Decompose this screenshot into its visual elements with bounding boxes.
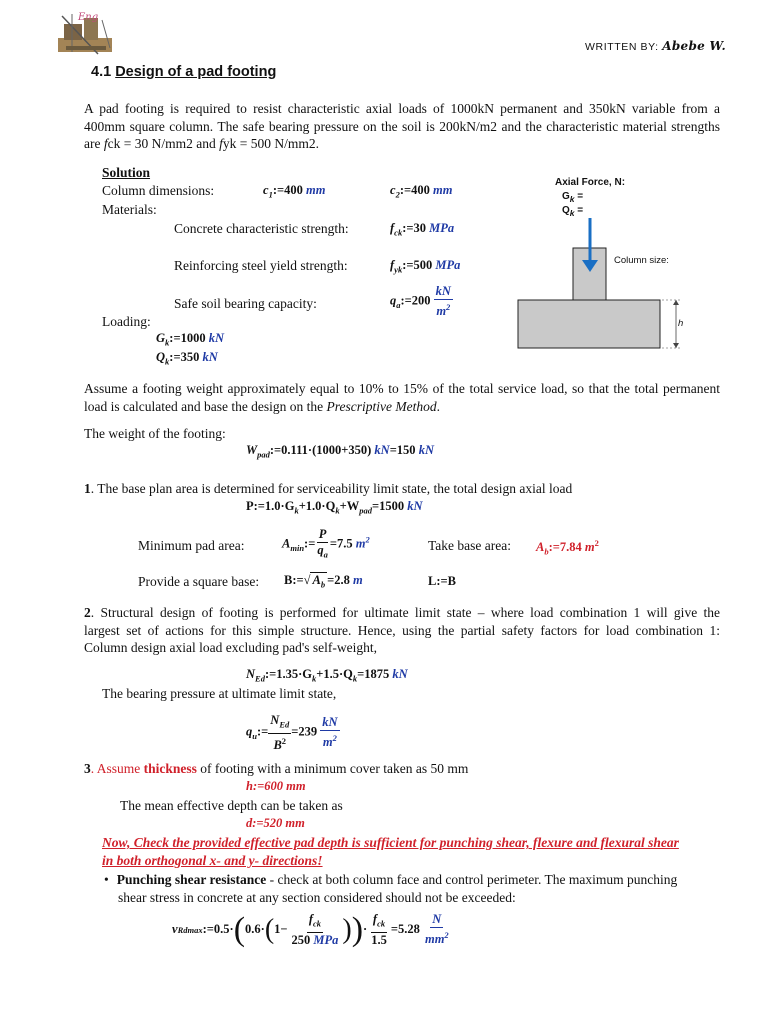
- bearing-pressure-text: The bearing pressure at ultimate limit state,: [102, 686, 337, 701]
- logo-text: Eng: [78, 12, 99, 23]
- d-expression: d:=520 mm: [246, 816, 305, 830]
- step1-text: 1. The base plan area is determined for serviceability limit state, the total design axial load: [84, 481, 573, 496]
- qa-expression: $q_a:=200$ $\frac{kN}{m^2}$: [390, 284, 451, 319]
- materials-label: Materials:: [102, 202, 157, 217]
- p-expression: $P:=1.0\cdot G_k+1.0\cdot Q_k+W_{pad}=1500$ kN: [246, 499, 423, 516]
- logo: [52, 10, 118, 58]
- weight-expression: $W_{pad}:=0.111\cdot(1000+350)$ kN=150 kN: [246, 443, 434, 460]
- step2-line-2: largest set of actions for this simple structure. Hence, using the partial safety factors for load combination 1:: [84, 622, 720, 638]
- assume-line-1: Assume a footing weight approximately equal to 10% to 15% of the total service load, so that the total permanent: [84, 381, 720, 396]
- h-dimension-label: h: [678, 318, 684, 329]
- column-size-label: Column size:: [614, 255, 669, 266]
- figure-gk-label: $G_k$ =: [562, 191, 584, 204]
- vrdmax-expression: v Rdmax :=0.5· ( 0.6· ( 1− $\frac{f_{ck}}{\text{250 MPa}}$ ) ) · $\frac{f_{ck}}{1.5}$ =5.28 $\frac{N}{mm^2}$: [172, 910, 449, 948]
- step2-paragraph: [84, 604, 720, 657]
- h-expression: h:=600 mm: [246, 779, 306, 793]
- intro-paragraph: [84, 100, 720, 153]
- take-base-area-label: Take base area:: [428, 538, 511, 553]
- loading-label: Loading:: [102, 314, 151, 329]
- qa-label: Safe soil bearing capacity:: [174, 296, 317, 311]
- step2-line-1: 2. Structural design of footing is performed for ultimate limit state – where load combination 1 will give the: [84, 605, 720, 620]
- figure-qk-label: $Q_k$ =: [562, 205, 584, 218]
- written-by: [585, 39, 726, 53]
- author-name: Abebe W.: [662, 39, 726, 53]
- weight-label: The weight of the footing:: [84, 426, 226, 441]
- fck-label: Concrete characteristic strength:: [174, 221, 349, 236]
- footing-drawing: [510, 172, 710, 362]
- column-dimensions-label: Column dimensions:: [102, 183, 215, 198]
- dim-arrow-up-icon: [673, 300, 679, 305]
- dim-arrow-down-icon: [673, 343, 679, 348]
- section-title: [91, 64, 276, 80]
- qu-expression: $q_u:=$ $\frac{N_{Ed}}{B^2}$ =239 $\frac{kN}{m^2}$: [246, 713, 338, 752]
- mean-depth-text: The mean effective depth can be taken as: [120, 798, 343, 813]
- c2-expression: $c_2:=400$ mm: [390, 183, 453, 200]
- fyk-expression: $f_{yk}:=500$ MPa: [390, 258, 461, 275]
- intro-line-3: are fck = 30 N/mm2 and fyk = 500 N/mm2.: [84, 136, 319, 151]
- assume-line-2: load is calculated and base the design on the Prescriptive Method.: [84, 398, 441, 414]
- fck-expression: $f_{ck}:=30$ MPa: [390, 221, 455, 238]
- min-area-label: Minimum pad area:: [138, 538, 245, 553]
- fyk-label: Reinforcing steel yield strength:: [174, 258, 348, 273]
- intro-line-2: 400mm square column. The safe bearing pressure on the soil is 200kN/m2 and the characteristic material strengths: [84, 118, 720, 134]
- check-note: Now, Check the provided effective pad depth is sufficient for punching shear, flexure and flexural shear in both orthogonal x- and y- directions!: [102, 835, 679, 868]
- ned-expression: $N_{Ed}:=1.35\cdot G_k+1.5\cdot Q_k=1875$ kN: [246, 667, 408, 684]
- punching-line-2: shear stress in concrete at any section considered should not be exceeded:: [118, 889, 516, 905]
- square-base-label: Provide a square base:: [138, 574, 260, 589]
- step2-line-3: Column design axial load excluding pad's self-weight,: [84, 640, 377, 655]
- assume-paragraph: [84, 380, 720, 415]
- footing-base-shape: [518, 300, 660, 348]
- bullet-icon: •: [104, 872, 109, 887]
- section-title-text: Design of a pad footing: [115, 64, 277, 80]
- written-by-label: WRITTEN BY:: [585, 41, 659, 53]
- b-expression: B:=√ $A_b =2.8$ m: [284, 573, 363, 590]
- amin-expression: $A_{min}:=$ $\frac{P}{q_a}$ =7.5 $m^2$: [282, 527, 370, 560]
- axial-force-label: Axial Force, N:: [555, 177, 626, 188]
- qk-expression: $Q_k:=350$ kN: [156, 350, 218, 367]
- c1-expression: $c_1:=400$ mm: [263, 183, 326, 200]
- punching-paragraph: [104, 871, 722, 906]
- step3-text: 3. Assume thickness of footing with a minimum cover taken as 50 mm: [84, 761, 469, 776]
- ab-expression: $A_b:=7.84$ $m^2$: [536, 538, 599, 557]
- gk-expression: $G_k:=1000$ kN: [156, 331, 224, 348]
- pad-footing-figure: [510, 172, 710, 362]
- intro-line-1: A pad footing is required to resist characteristic axial loads of 1000kN permanent and 350kN variable from a: [84, 101, 720, 116]
- solution-heading: Solution: [102, 165, 151, 180]
- l-expression: L:=B: [428, 574, 456, 588]
- punching-line-1: • Punching shear resistance - check at both column face and control perimeter. The maximum punching: [104, 872, 678, 887]
- section-number: 4.1: [91, 64, 112, 80]
